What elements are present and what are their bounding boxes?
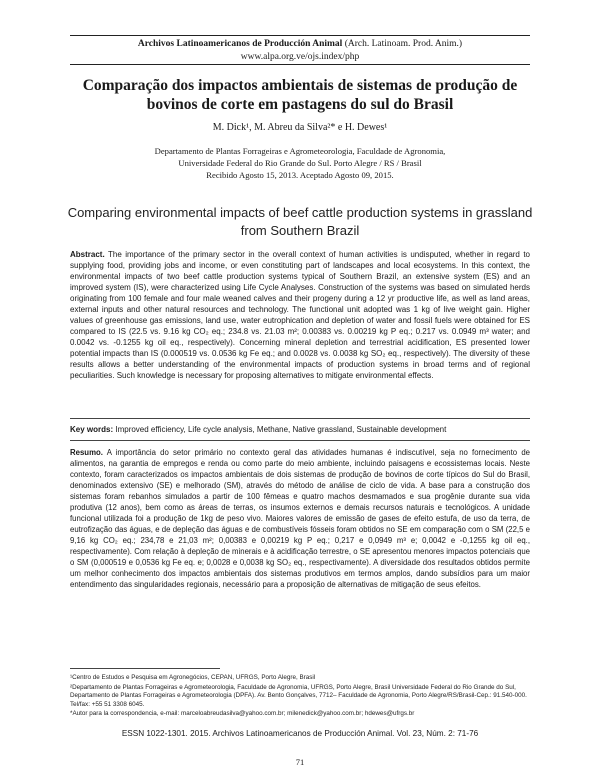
journal-url[interactable]: www.alpa.org.ve/ojs.index/php bbox=[240, 52, 360, 62]
footnote-2: ²Departamento de Plantas Forrageiras e Agrometeorologia, Faculdade de Agronomia, UFRGS, Porto Alegre, Brasil Universidade Federal do Rio Grande do Sul, Departamento de Plantas Forrageiras e Agrometeorologia (DPFA). Av. Bento Gonçalves, 7712– Faculdade de Agronomia, Porto Alegre/RS/Brasil-Cep.: 91.540-000. Tel/fax: +55 51 3308 6045. bbox=[70, 683, 527, 708]
keywords bbox=[70, 424, 530, 435]
abstract-label: Abstract. bbox=[70, 250, 105, 259]
title-english: Comparing environmental impacts of beef cattle production systems in grassland from Southern Brazil bbox=[67, 205, 533, 238]
journal-header bbox=[70, 35, 530, 65]
authors: M. Dick¹, M. Abreu da Silva²* e H. Dewes¹ bbox=[212, 122, 388, 133]
received-accepted-dates: Recibido Agosto 15, 2013. Aceptado Agosto 09, 2015. bbox=[206, 170, 394, 180]
abstract-text: The importance of the primary sector in the overall context of human activities is undisputed, whether in regard to supplying food, providing jobs and income, or even constituting part of landscapes and local ecosystems. In this context, the environmental impacts of two beef cattle production systems typical of Southern Brazil, an extensive system (ES) and an improved system (IS), were characterized using Life Cycle Analyses. Construction of the systems was based on simulated herds originating from 100 female and four male weaned calves and their progeny during a 12 yr productive life, as well as land areas, external inputs and other natural resources and technology. The functional unit adopted was 1 kg of live weight gain. Higher values of greenhouse gas emissions, land use, water eutrophication and depletion of water and fossil fuels were obtained for ES compared to IS (22.5 vs. 9.16 kg CO₂ eq.; 234.8 vs. 21.03 m²; 0.00383 vs. 0.00219 kg P eq.; 0.217 vs. 0.0949 m³ water; and 0.0042 vs. -0.1255 kg oil eq., respectively). Concerning mineral depletion and terrestrial acidification, ES presented lower potential impacts than IS (0.000519 vs. 0.0536 kg Fe eq.; and 0.0028 vs. 0.0038 kg SO₂ eq., respectively). The diversity of these results allows a better understanding of the environmental impacts of production systems in broad terms and of regional peculiarities. Such knowledge is necessary for proposing alternatives to mitigate environmental effects. bbox=[70, 250, 531, 380]
journal-title-line bbox=[70, 38, 530, 51]
footnote-correspondence: *Autor para la correspondencia, e-mail: marceloabreudasilva@yahoo.com.br; milenedick@yahoo.com.br; hdewes@ufrgs.br bbox=[70, 710, 415, 717]
keywords-label: Key words: bbox=[70, 425, 114, 434]
footnote-1: ¹Centro de Estudos e Pesquisa em Agronegócios, CEPAN, UFRGS, Porto Alegre, Brasil bbox=[70, 674, 316, 681]
footnotes bbox=[70, 674, 530, 720]
resumo-label: Resumo. bbox=[70, 448, 103, 457]
keywords-text: Improved efficiency, Life cycle analysis, Methane, Native grassland, Sustainable development bbox=[115, 425, 447, 434]
footnote-separator bbox=[70, 668, 220, 669]
journal-name: Archivos Latinoamericanos de Producción Animal bbox=[137, 39, 343, 49]
journal-abbrev: (Arch. Latinoam. Prod. Anim.) bbox=[344, 39, 463, 49]
divider-top bbox=[70, 418, 530, 419]
affiliation-line-1: Departamento de Plantas Forrageiras e Agrometeorologia, Faculdade de Agronomia, bbox=[154, 146, 446, 156]
divider-bottom bbox=[70, 440, 530, 441]
page-number: 71 bbox=[295, 757, 305, 767]
affiliation bbox=[60, 145, 540, 181]
issn-citation-line: ESSN 1022-1301. 2015. Archivos Latinoamericanos de Producción Animal. Vol. 23, Núm. 2: 71-76 bbox=[121, 729, 479, 738]
title-portuguese: Comparação dos impactos ambientais de sistemas de produção de bovinos de corte em pastagens do sul do Brasil bbox=[82, 77, 518, 113]
abstract bbox=[70, 249, 530, 381]
resumo bbox=[70, 447, 530, 590]
resumo-text: A importância do setor primário no contexto geral das atividades humanas é indiscutível, seja no fornecimento de alimentos, na garantia de empregos e renda ou como parte do meio ambiente, incluindo paisagens e ecossistemas locais. Neste contexto, foram caracterizados os impactos ambientais de dois sistemas de produção de bovinos de corte típicos do Sul do Brasil, denominados extensivo (SE) e melhorado (SM), através do método de análise de ciclo de vida. A base para a construção dos sistemas foram rebanhos simulados a partir de 100 fêmeas e quatro machos desmamados e sua progênie durante sua vida produtiva (12 anos), bem como as áreas de terras, os insumos externos e demais recursos naturais e tecnológicos. A unidade funcional utilizada foi a produção de 1kg de peso vivo. Maiores valores de emissão de gases de efeito estufa, de uso da terra, de eutrofização das águas, e de depleção das águas e de combustíveis fósseis foram obtidos no SE em comparação com o SM (22,5 e 9,16 kg CO₂ eq.; 234,78 e 21,03 m²; 0,00383 e 0,00219 kg P eq.; 0,217 e 0,0949 m³ e; 0,0042 e -0,1255 kg oil eq., respectivamente). Com relação à depleção de minerais e à acidificação terrestre, o SE apresentou menores impactos potenciais que o SM (0,000519 e 0,0536 kg Fe eq. e; 0,0028 e 0,0038 kg SO₂ eq., respectivamente). A diversidade dos resultados obtidos permite um melhor conhecimento dos impactos ambientais dos sistemas produtivos em termos amplos, dando subsídios para um maior entendimento das singularidades regionais, necessário para a proposição de alternativas de mitigação de seus efeitos. bbox=[70, 448, 530, 589]
affiliation-line-2: Universidade Federal do Rio Grande do Sul. Porto Alegre / RS / Brasil bbox=[178, 158, 422, 168]
